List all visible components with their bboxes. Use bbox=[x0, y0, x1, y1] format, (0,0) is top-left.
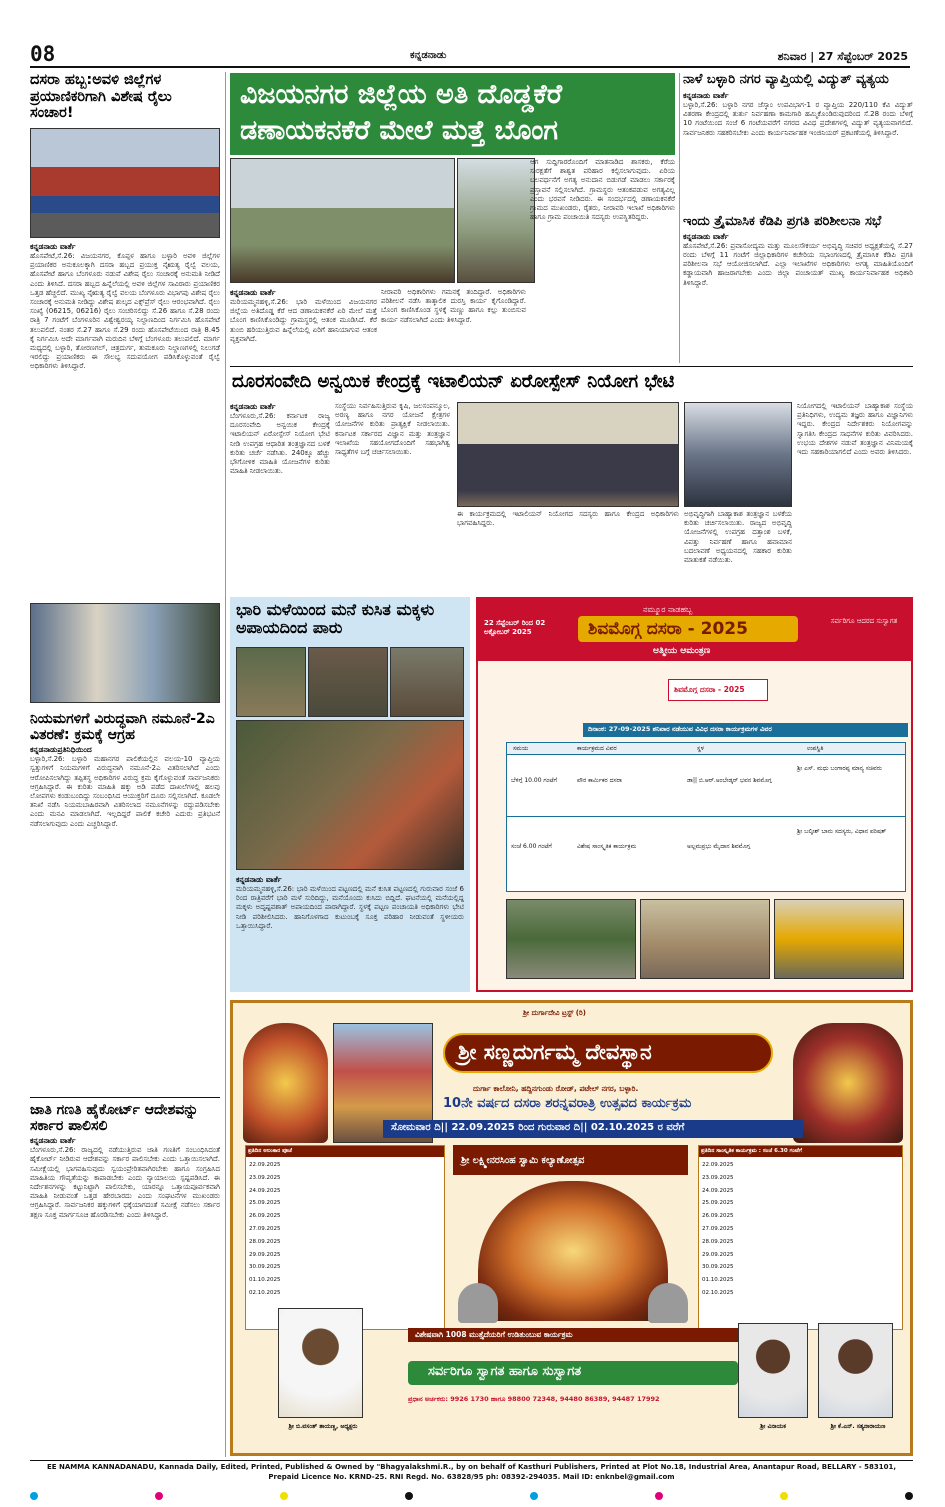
schedule-date: 02.10.2025 bbox=[702, 1289, 734, 1296]
schedule-date: 22.09.2025 bbox=[249, 1162, 281, 1168]
schedule-date: 01.10.2025 bbox=[702, 1277, 734, 1284]
schedule-date: 25.09.2025 bbox=[702, 1200, 734, 1207]
schedule-date: 27.09.2025 bbox=[702, 1225, 734, 1232]
schedule-date: 01.10.2025 bbox=[249, 1277, 281, 1284]
registration-dot bbox=[155, 1492, 163, 1500]
issue-date: ಶನಿವಾರ | 27 ಸೆಪ್ಟೆಂಬರ್ 2025 bbox=[777, 50, 908, 63]
rain-story-text bbox=[236, 875, 464, 985]
table-cell: ವಿಶೇಷ ಸಾಂಸ್ಕೃತಿಕ ಕಾರ್ಯಕ್ರಮ bbox=[577, 843, 637, 850]
story-body: ಮರಿಯಮ್ಮನಹಳ್ಳಿ,ಸೆ.26: ಭಾರಿ ಮಳೆಯಿಂದ ಪಟ್ಟಣದಲ್ಲಿ ಮನೆ ಕುಸಿತ ಪಟ್ಟಣದಲ್ಲಿ ಗುರುವಾರ ಸಂಜೆ 6 ರಿಂದ ರಾತ್ರಿವರೆಗೆ ಭಾರಿ ಮಳೆ ಸುರಿದಿದ್ದು, ಮನೆಯೊಂದು ಕುಸಿದು ಬಿದ್ದಿದೆ. ಘಟನೆಯಲ್ಲಿ ಮನೆಯಲ್ಲಿದ್ದ ಮಕ್ಕಳು ಅದೃಷ್ಟವಶಾತ್ ಅಪಾಯದಿಂದ ಪಾರಾಗಿದ್ದಾರೆ. ಸ್ಥಳಕ್ಕೆ ಪಟ್ಟಣ ಪಂಚಾಯತಿ ಅಧಿಕಾರಿಗಳು ಭೇಟಿ ನೀಡಿ ಪರಿಶೀಲಿಸಿದರು. ಹಾನಿಗೊಳಗಾದ ಕುಟುಂಬಕ್ಕೆ ಸೂಕ್ತ ಪರಿಹಾರ ನೀಡುವಂತೆ ಸ್ಥಳೀಯರು ಒತ್ತಾಯಿಸಿದ್ದಾರೆ. bbox=[236, 885, 464, 930]
table-col-header: ಉಪಸ್ಥಿತಿ bbox=[807, 745, 824, 752]
header-rule bbox=[30, 66, 910, 68]
ad-kicker: ನಮ್ಮೂರ ನಾಡಹಬ್ಬ bbox=[643, 605, 693, 614]
table-cell: ಶ್ರೀ ಎಸ್. ಮಧು ಬಂಗಾರಪ್ಪ ಮಾನ್ಯ ಸಚಿವರು bbox=[797, 765, 882, 772]
story-headline: ಜಾತಿ ಗಣತಿ ಹೈಕೋರ್ಟ್ ಆದೇಶವನ್ನು ಸರ್ಕಾರ ಪಾಲಿಸಲಿ bbox=[30, 1102, 199, 1135]
person-photo-left bbox=[278, 1308, 363, 1418]
schedule-date: 24.09.2025 bbox=[249, 1187, 281, 1194]
event-dates: ಸೋಮವಾರ ದಿ|| 22.09.2025 ರಿಂದ ಗುರುವಾರ ದಿ|| 02.10.2025 ರ ವರೆಗೆ bbox=[391, 1122, 685, 1133]
table-cell: ಶ್ರೀ ಬಲ್ಕೀಶ್ ಬಾನು ಸದಸ್ಯರು, ವಿಧಾನ ಪರಿಷತ್ bbox=[797, 828, 887, 835]
table-cell: ಪೌರ ಕಾರ್ಮಿಕರ ದಸರಾ bbox=[577, 777, 622, 784]
center-program-title: ಶ್ರೀ ಲಕ್ಷ್ಮೀನರಸಿಂಹ ಸ್ವಾಮಿ ಕಲ್ಯಾಣೋತ್ಸವ bbox=[461, 1155, 585, 1166]
story-byline: ಕನ್ನಡನಾಡು ವಾರ್ತೆ bbox=[683, 90, 729, 100]
deity-image-right bbox=[793, 1023, 903, 1143]
person-photo-right bbox=[818, 1323, 893, 1418]
footer-rule bbox=[30, 1460, 913, 1461]
schedule-date: 28.09.2025 bbox=[702, 1238, 734, 1245]
deity-image-left bbox=[243, 1023, 328, 1143]
ad-date-range: 22 ಸೆಪ್ಟೆಂಬರ್ ರಿಂದ 02 ಅಕ್ಟೋಬರ್ 2025 bbox=[484, 619, 546, 636]
contact-line: ಪ್ರಧಾನ ಅರ್ಚಕರು: 9926 1730 ಹಾಗೂ 98800 72348, 94480 86389, 94487 17992 bbox=[408, 1395, 660, 1403]
story-body: ಬಳ್ಳಾರಿ,ಸೆ.26: ಬಳ್ಳಾರಿ ಮಹಾನಗರ ಪಾಲಿಕೆಯಲ್ಲಿನ ವಲಯ-10 ವ್ಯಾಪ್ತಿಯ ಸ್ವತ್ತುಗಳಿಗೆ ನಿಯಮಗಳಿಗೆ ವಿರುದ್ಧವಾಗಿ ನಮೂನೆ-2ಎ ವಿತರಿಸಲಾಗಿದೆ ಎಂದು ಆರೋಪಿಸಲಾಗಿದ್ದು ತಪ್ಪಿತಸ್ಥ ಅಧಿಕಾರಿಗಳ ವಿರುದ್ಧ ಕ್ರಮ ಕೈಗೊಳ್ಳುವಂತೆ ಸಾರ್ವಜನಿಕರು ಆಗ್ರಹಿಸಿದ್ದಾರೆ. ಈ ಕುರಿತು ಮಾಹಿತಿ ಹಕ್ಕು ಅಡಿ ಪಡೆದ ದಾಖಲೆಗಳಲ್ಲಿ ಹಲವು ಲೋಪಗಳು ಕಂಡುಬಂದಿದ್ದು ಸಂಬಂಧಿಸಿದ ಆಯುಕ್ತರಿಗೆ ದೂರು ಸಲ್ಲಿಸಲಾಗಿದೆ. ಕೂಡಲೇ ತನಿಖೆ ನಡೆಸಿ ನಿಯಮಬಾಹಿರವಾಗಿ ವಿತರಿಸಲಾದ ನಮೂನೆಗಳನ್ನು ರದ್ದುಪಡಿಸಬೇಕು ಎಂದು ಮನವಿ ಮಾಡಲಾಗಿದೆ. ಇಲ್ಲದಿದ್ದರೆ ಪಾಲಿಕೆ ಕಚೇರಿ ಎದುರು ಪ್ರತಿಭಟನೆ ನಡೆಸಲಾಗುವುದು ಎಂದು ಎಚ್ಚರಿಸಿದ್ದಾರೆ. bbox=[30, 755, 220, 828]
dasara-ad bbox=[476, 597, 913, 992]
schedule-header: ಪ್ರತಿದಿನ ಸಾಂಸ್ಕೃತಿಕ ಕಾರ್ಯಕ್ರಮ : ಸಂಜೆ 6.30 ಗಂಟೆಗೆ bbox=[699, 1146, 902, 1157]
schedule-date: 30.09.2025 bbox=[249, 1264, 281, 1271]
ad-subtitle: ಆತ್ಮೀಯ ಆಮಂತ್ರಣ bbox=[653, 646, 711, 656]
story-byline: ಕನ್ನಡನಾಡು ವಾರ್ತೆ bbox=[683, 231, 729, 241]
section-rule bbox=[230, 366, 913, 367]
photo-caption: ಈ ಕಾರ್ಯಕ್ರಮದಲ್ಲಿ ಇಟಾಲಿಯನ್ ನಿಯೋಗದ ಸದಸ್ಯರು ಹಾಗೂ ಕೇಂದ್ರದ ಅಧಿಕಾರಿಗಳು ಭಾಗವಹಿಸಿದ್ದರು. bbox=[457, 510, 679, 528]
italy-headline: ದೂರಸಂವೇದಿ ಅನ್ವಯಿಕ ಕೇಂದ್ರಕ್ಕೆ ಇಟಾಲಿಯನ್ ಏರೋಸ್ಪೇಸ್ ನಿಯೋಗ ಭೇಟಿ bbox=[232, 372, 675, 392]
schedule-date: 30.09.2025 bbox=[702, 1264, 734, 1271]
schedule-rows bbox=[246, 1157, 444, 1302]
table-col-header: ಕಾರ್ಯಕ್ರಮದ ವಿವರ bbox=[577, 745, 617, 752]
story-byline: ಕನ್ನಡನಾಡು ವಾರ್ತೆ bbox=[230, 288, 276, 297]
narasimha-deity-image bbox=[478, 1181, 668, 1321]
imprint-line1: EE NAMMA KANNADANADU, Kannada Daily, Edited, Printed, Published & Owned by "Bhagyalakshmi.R., by on behalf of Kasthuri Publishers, Printed at Plot No.18, Industrial Area, Anantapur Road, BELLARY - 583101, bbox=[47, 1463, 896, 1471]
registration-dot bbox=[405, 1492, 413, 1500]
section-rule bbox=[30, 1097, 220, 1098]
elephant-left bbox=[458, 1283, 498, 1323]
collapsed-house-photo-2 bbox=[308, 647, 388, 717]
rain-story-box bbox=[230, 597, 470, 992]
story-body: ಬೆಂಗಳೂರು,ಸೆ.26: ಕರ್ನಾಟಕ ರಾಜ್ಯ ದೂರಸಂವೇದಿ ಅನ್ವಯಿಕ ಕೇಂದ್ರಕ್ಕೆ ಇಟಾಲಿಯನ್ ಏರೋಸ್ಪೇಸ್ ನಿಯೋಗ ಭೇಟಿ ನೀಡಿ ಉಪಗ್ರಹ ಆಧಾರಿತ ತಂತ್ರಜ್ಞಾನದ ಬಳಕೆ ಕುರಿತು ಚರ್ಚೆ ನಡೆಸಿತು. 240ಕ್ಕೂ ಹೆಚ್ಚು ಭೌಗೋಳಿಕ ಮಾಹಿತಿ ಯೋಜನೆಗಳ ಕುರಿತು ಮಾಹಿತಿ ನೀಡಲಾಯಿತು. bbox=[230, 412, 330, 476]
civic-workers-photo-2 bbox=[640, 899, 770, 979]
temple-title: ಶ್ರೀ ಸಣ್ಣದುರ್ಗಮ್ಮ ದೇವಸ್ಥಾನ bbox=[458, 1040, 652, 1064]
rain-headline: ಭಾರಿ ಮಳೆಯಿಂದ ಮನೆ ಕುಸಿತ ಮಕ್ಕಳು ಅಪಾಯದಿಂದ ಪಾರು bbox=[236, 600, 435, 638]
schedule-date: 26.09.2025 bbox=[702, 1213, 734, 1220]
page-number: 08 bbox=[30, 42, 56, 66]
imprint-line2: Prepaid Licence No. KRND-25. RNI Regd. No. 63828/95 ph: 08392-294035. Mail ID: enknbel@gmail.com bbox=[268, 1473, 675, 1481]
paper-name: ಕನ್ನಡನಾಡು bbox=[410, 50, 447, 61]
schedule-date: 26.09.2025 bbox=[249, 1213, 281, 1220]
registration-dot bbox=[905, 1492, 913, 1500]
collapsed-house-photo-3 bbox=[390, 647, 464, 717]
schedule-date: 02.10.2025 bbox=[249, 1289, 281, 1296]
table-cell: ಸಂಜೆ 6.00 ಗಂಟೆಗೆ bbox=[511, 843, 552, 850]
schedule-date: 24.09.2025 bbox=[702, 1187, 734, 1194]
schedule-date: 23.09.2025 bbox=[249, 1174, 281, 1181]
main-headline-band bbox=[230, 73, 675, 155]
person-name-mid: ಶ್ರೀ ವಿನಾಯಕ bbox=[760, 1423, 786, 1430]
column-rule bbox=[679, 73, 680, 363]
schedule-date: 29.09.2025 bbox=[249, 1251, 281, 1258]
memorial-photo bbox=[30, 603, 220, 703]
story-body: ಹೊಸಪೇಟೆ,ಸೆ.26: ಪ್ರವಾಸೋದ್ಯಮ ಮತ್ತು ಮೂಲಸೌಕರ್ಯ ಅಭಿವೃದ್ಧಿ ಸಚಿವರ ಅಧ್ಯಕ್ಷತೆಯಲ್ಲಿ ಸೆ.27 ರಂದು ಬೆಳಿಗ್ಗೆ 11 ಗಂಟೆಗೆ ಜಿಲ್ಲಾಧಿಕಾರಿಗಳ ಕಚೇರಿಯ ಸಭಾಂಗಣದಲ್ಲಿ ತ್ರೈಮಾಸಿಕ ಕೆಡಿಪಿ ಪ್ರಗತಿ ಪರಿಶೀಲನಾ ಸಭೆ ಆಯೋಜಿಸಲಾಗಿದೆ. ಎಲ್ಲಾ ಇಲಾಖೆಗಳ ಅಧಿಕಾರಿಗಳು ಅಗತ್ಯ ಮಾಹಿತಿಯೊಂದಿಗೆ ಕಡ್ಡಾಯವಾಗಿ ಹಾಜರಾಗಬೇಕು ಎಂದು ಜಿಲ್ಲಾ ಪಂಚಾಯತ್ ಮುಖ್ಯ ಕಾರ್ಯನಿರ್ವಾಹಕ ಅಧಿಕಾರಿ ತಿಳಿಸಿದ್ದಾರೆ. bbox=[683, 241, 913, 287]
elephant-right bbox=[648, 1283, 688, 1323]
table-col-header: ಸಮಯ bbox=[513, 745, 529, 752]
page-header bbox=[30, 40, 910, 66]
registration-dot bbox=[30, 1492, 38, 1500]
person-name-right: ಶ್ರೀ ಕೆ.ಎನ್. ಸತ್ಯನಾರಾಯಣ bbox=[830, 1423, 886, 1430]
registration-dot bbox=[780, 1492, 788, 1500]
story-byline: ಕನ್ನಡನಾಡು ವಾರ್ತೆ bbox=[236, 875, 282, 884]
story-body: ಆಗ ಸುದ್ದಿಗಾರರೊಂದಿಗೆ ಮಾತನಾಡಿದ ಶಾಸಕರು, ಕೆರೆಯ ಸುರಕ್ಷತೆಗೆ ಶಾಶ್ವತ ಪರಿಹಾರ ಕಲ್ಪಿಸಲಾಗುವುದು. ಏರಿಯ ಬಲವರ್ಧನೆಗೆ ಅಗತ್ಯ ಅನುದಾನ ಬಿಡುಗಡೆ ಮಾಡಲು ಸರ್ಕಾರಕ್ಕೆ ಪ್ರಸ್ತಾವನೆ ಸಲ್ಲಿಸಲಾಗಿದೆ. ಗ್ರಾಮಸ್ಥರು ಆತಂಕಪಡುವ ಅಗತ್ಯವಿಲ್ಲ ಎಂದು ಭರವಸೆ ನೀಡಿದರು. ಈ ಸಂದರ್ಭದಲ್ಲಿ ಡಣಾಯಕನಕೆರೆ ಗ್ರಾಮದ ಮುಖಂಡರು, ರೈತರು, ನೀರಾವರಿ ಇಲಾಖೆ ಅಧಿಕಾರಿಗಳು ಹಾಗೂ ಗ್ರಾಮ ಪಂಚಾಯಿತಿ ಸದಸ್ಯರು ಉಪಸ್ಥಿತರಿದ್ದರು. bbox=[530, 158, 675, 222]
registration-dot bbox=[655, 1492, 663, 1500]
table-header bbox=[507, 743, 905, 755]
column-rule bbox=[225, 72, 226, 1457]
story-body: ಸಂಸ್ಥೆಯು ನಿರ್ವಹಿಸುತ್ತಿರುವ ಕೃಷಿ, ಜಲಸಂಪನ್ಮೂಲ, ಅರಣ್ಯ ಹಾಗೂ ನಗರ ಯೋಜನೆ ಕ್ಷೇತ್ರಗಳ ಯೋಜನೆಗಳ ಕುರಿತು ಪ್ರಾತ್ಯಕ್ಷಿಕೆ ನೀಡಲಾಯಿತು. ಕರ್ನಾಟಕ ಸರ್ಕಾರದ ವಿಜ್ಞಾನ ಮತ್ತು ತಂತ್ರಜ್ಞಾನ ಇಲಾಖೆಯ ಸಹಯೋಗದೊಂದಿಗೆ ಸಹಭಾಗಿತ್ವ ಸಾಧ್ಯತೆಗಳ ಬಗ್ಗೆ ಚರ್ಚಿಸಲಾಯಿತು. bbox=[335, 402, 450, 457]
story-body: ಬಳ್ಳಾರಿ,ಸೆ.26: ಬಳ್ಳಾರಿ ನಗರ ಜೆಸ್ಕಾಂ ಉಪವಿಭಾಗ-1 ರ ವ್ಯಾಪ್ತಿಯ 220/110 ಕೆವಿ ವಿದ್ಯುತ್ ವಿತರಣಾ ಕೇಂದ್ರದಲ್ಲಿ ತುರ್ತು ನಿರ್ವಹಣಾ ಕಾಮಗಾರಿ ಹಮ್ಮಿಕೊಂಡಿರುವುದರಿಂದ ಸೆ.28 ರಂದು ಬೆಳಿಗ್ಗೆ 10 ಗಂಟೆಯಿಂದ ಸಂಜೆ 6 ಗಂಟೆಯವರೆಗೆ ನಗರದ ವಿವಿಧ ಪ್ರದೇಶಗಳಲ್ಲಿ ವಿದ್ಯುತ್ ವ್ಯತ್ಯಯವಾಗಲಿದೆ. ಸಾರ್ವಜನಿಕರು ಸಹಕರಿಸಬೇಕು ಎಂದು ಕಾರ್ಯನಿರ್ವಾಹಕ ಇಂಜಿನಿಯರ್ ಪ್ರಕಟಣೆಯಲ್ಲಿ ತಿಳಿಸಿದ್ದಾರೆ. bbox=[683, 100, 913, 137]
registration-dot bbox=[280, 1492, 288, 1500]
table-cell: ಡಾ|| ಬಿ.ಆರ್.ಅಂಬೇಡ್ಕರ್ ಭವನ ಶಿವಮೊಗ್ಗ bbox=[687, 777, 772, 784]
civic-workers-photo-3 bbox=[774, 899, 904, 979]
story-byline: ಕನ್ನಡನಾಡುಪ್ರತಿನಿಧಿಯಿಂದ bbox=[30, 745, 92, 755]
left-schedule bbox=[245, 1145, 445, 1330]
main-headline-line1: ವಿಜಯನಗರ ಜಿಲ್ಲೆಯ ಅತಿ ದೊಡ್ಡಕೆರೆ bbox=[240, 79, 563, 110]
table-cell: ಬೆಳಿಗ್ಗೆ 10.00 ಗಂಟೆಗೆ bbox=[511, 777, 557, 784]
temple-address: ದುರ್ಗಾ ಕಾಲೋನಿ, ಹದ್ದಿನಗುಂಡು ರೋಡ್, ಪಟೇಲ್ ನಗರ, ಬಳ್ಳಾರಿ. bbox=[473, 1084, 639, 1093]
registration-dot bbox=[530, 1492, 538, 1500]
story-body: ಬೆಂಗಳೂರು,ಸೆ.26: ರಾಜ್ಯದಲ್ಲಿ ನಡೆಯುತ್ತಿರುವ ಜಾತಿ ಗಣತಿಗೆ ಸಂಬಂಧಿಸಿದಂತೆ ಹೈಕೋರ್ಟ್ ನೀಡಿರುವ ಆದೇಶವನ್ನು ಸರ್ಕಾರ ಪಾಲಿಸಬೇಕು ಎಂದು ಒತ್ತಾಯಿಸಲಾಗಿದೆ. ಸಮೀಕ್ಷೆಯಲ್ಲಿ ಭಾಗವಹಿಸುವುದು ಸ್ವಯಂಪ್ರೇರಿತವಾಗಿರಬೇಕು ಹಾಗೂ ಸಂಗ್ರಹಿಸಿದ ಮಾಹಿತಿಯ ಗೌಪ್ಯತೆಯನ್ನು ಕಾಪಾಡಬೇಕು ಎಂದು ನ್ಯಾಯಾಲಯ ಸ್ಪಷ್ಟಪಡಿಸಿದೆ. ಈ ನಿರ್ದೇಶನಗಳನ್ನು ಕಟ್ಟುನಿಟ್ಟಾಗಿ ಪಾಲಿಸಬೇಕು, ಯಾರನ್ನೂ ಒತ್ತಾಯಪೂರ್ವಕವಾಗಿ ಮಾಹಿತಿ ನೀಡುವಂತೆ ಒತ್ತಡ ಹೇರಬಾರದು ಎಂದು ಸಂಘಟನೆಗಳ ಮುಖಂಡರು ಆಗ್ರಹಿಸಿದ್ದಾರೆ. ಸಾರ್ವಜನಿಕರ ಹಕ್ಕುಗಳಿಗೆ ಧಕ್ಕೆಯಾಗದಂತೆ ಸಮೀಕ್ಷೆ ನಡೆಸಲು ಸರ್ಕಾರ ತಕ್ಷಣ ಸೂಕ್ತ ಮಾರ್ಗಸೂಚಿ ಹೊರಡಿಸಬೇಕು ಎಂದು ತಿಳಿಸಿದ್ದಾರೆ. bbox=[30, 1146, 220, 1219]
special-program: ವಿಶೇಷವಾಗಿ 1008 ಮುತ್ತೈದೆಯರಿಗೆ ಉಡಿತುಂಬುವ ಕಾರ್ಯಕ್ರಮ bbox=[415, 1330, 573, 1339]
table-cell: ಅಲ್ಲಮಪ್ರಭು ಮೈದಾನ ಶಿವಮೊಗ್ಗ bbox=[687, 843, 751, 850]
schedule-date: 29.09.2025 bbox=[702, 1251, 734, 1258]
schedule-date: 22.09.2025 bbox=[702, 1162, 734, 1168]
trust-name: ಶ್ರೀ ದುರ್ಗಾದೇವಿ ಟ್ರಸ್ಟ್ (ರಿ) bbox=[523, 1009, 586, 1017]
lake-inspection-photo bbox=[230, 158, 455, 283]
story-byline: ಕನ್ನಡನಾಡು ವಾರ್ತೆ bbox=[30, 1136, 76, 1146]
temple-ad bbox=[230, 1000, 913, 1456]
schedule-date: 28.09.2025 bbox=[249, 1238, 281, 1245]
story-body: ನಿಯೋಗದಲ್ಲಿ ಇಟಾಲಿಯನ್ ಬಾಹ್ಯಾಕಾಶ ಸಂಸ್ಥೆಯ ಪ್ರತಿನಿಧಿಗಳು, ಉದ್ಯಮ ತಜ್ಞರು ಹಾಗೂ ವಿಜ್ಞಾನಿಗಳು ಇದ್ದರು. ಕೇಂದ್ರದ ನಿರ್ದೇಶಕರು ನಿಯೋಗವನ್ನು ಸ್ವಾಗತಿಸಿ ಕೇಂದ್ರದ ಸಾಧನೆಗಳ ಕುರಿತು ವಿವರಿಸಿದರು. ಉಭಯ ದೇಶಗಳ ನಡುವೆ ತಂತ್ರಜ್ಞಾನ ವಿನಿಮಯಕ್ಕೆ ಇದು ಸಹಕಾರಿಯಾಗಲಿದೆ ಎಂದು ಅವರು ತಿಳಿಸಿದರು. bbox=[797, 402, 913, 457]
story-body: ನೀರಾವರಿ ಅಧಿಕಾರಿಗಳು ಗಮನಕ್ಕೆ ತಂದಿದ್ದಾರೆ. ಅಧಿಕಾರಿಗಳು ಪರಿಶೀಲನೆ ನಡೆಸಿ ತಾತ್ಕಾಲಿಕ ದುರಸ್ತಿ ಕಾರ್ಯ ಕೈಗೊಂಡಿದ್ದಾರೆ. ಬೊಂಗ ಕಾಣಿಸಿಕೊಂಡ ಸ್ಥಳಕ್ಕೆ ಮಣ್ಣು ಹಾಗೂ ಕಲ್ಲು ತುಂಬಿಸುವ ಕಾರ್ಯ ನಡೆಸಲಾಗಿದೆ ಎಂದು ತಿಳಿಸಿದ್ದಾರೆ. bbox=[381, 288, 526, 324]
story-headline: ನಿಯಮಗಳಿಗೆ ವಿರುದ್ಧವಾಗಿ ನಮೂನೆ-2ಎ ವಿತರಣೆ: ಕ್ರಮಕ್ಕೆ ಆಗ್ರಹ bbox=[30, 711, 215, 744]
train-photo bbox=[30, 128, 220, 238]
schedule-date: 27.09.2025 bbox=[249, 1225, 281, 1232]
main-headline-line2: ಡಣಾಯಕನಕೆರೆ ಮೇಲೆ ಮತ್ತೆ ಬೊಂಗ bbox=[240, 115, 558, 146]
right-top-column bbox=[683, 73, 913, 363]
event-title: 10ನೇ ವರ್ಷದ ದಸರಾ ಶರನ್ನವರಾತ್ರಿ ಉತ್ಸವದ ಕಾರ್ಯಕ್ರಮ bbox=[443, 1096, 692, 1111]
story-body: ಅಭಿವೃದ್ಧಿಗಾಗಿ ಬಾಹ್ಯಾಕಾಶ ತಂತ್ರಜ್ಞಾನ ಬಳಕೆಯ ಕುರಿತು ಚರ್ಚಿಸಲಾಯಿತು. ರಾಜ್ಯದ ಅಭಿವೃದ್ಧಿ ಯೋಜನೆಗಳಲ್ಲಿ ಉಪಗ್ರಹ ದತ್ತಾಂಶ ಬಳಕೆ, ವಿಪತ್ತು ನಿರ್ವಹಣೆ ಹಾಗೂ ಹವಾಮಾನ ಬದಲಾವಣೆ ಅಧ್ಯಯನದಲ್ಲಿ ಸಹಕಾರ ಕುರಿತು ಮಾತುಕತೆ ನಡೆಯಿತು. bbox=[684, 510, 792, 565]
civic-workers-photo-1 bbox=[506, 899, 636, 979]
main-story-text bbox=[230, 288, 377, 358]
person-photo-mid bbox=[738, 1323, 808, 1418]
table-row bbox=[507, 818, 905, 890]
ad-inner-title: ಶಿವಮೊಗ್ಗ ದಸರಾ - 2025 bbox=[674, 685, 745, 694]
story-body: ಹೊಸಪೇಟೆ,ಸೆ.26: ವಿಜಯನಗರ, ಕೊಪ್ಪಳ ಹಾಗೂ ಬಳ್ಳಾರಿ ಅವಳಿ ಜಿಲ್ಲೆಗಳ ಪ್ರಯಾಣಿಕರ ಅನುಕೂಲಕ್ಕಾಗಿ ದಸರಾ ಹಬ್ಬದ ಪ್ರಯುಕ್ತ ನೈಋತ್ಯ ರೈಲ್ವೆ ವಲಯ, ಹೊಸಪೇಟೆ ಹಾಗೂ ಬೆಂಗಳೂರು ನಡುವೆ ವಿಶೇಷ ರೈಲು ಸಂಚಾರಕ್ಕೆ ಅನುಮತಿ ನೀಡಿದೆ ಎಂದು ತಿಳಿಸಿದೆ. ದಸರಾ ಹಬ್ಬದ ಹಿನ್ನೆಲೆಯಲ್ಲಿ ಅವಳಿ ಜಿಲ್ಲೆಗಳ ಸಾವಿರಾರು ಪ್ರಯಾಣಿಕರ ಒತ್ತಡ ಹೆಚ್ಚಲಿದೆ. ಮುಖ್ಯ ನೈಋತ್ಯ ರೈಲ್ವೆ ವಲಯ ಬೆಂಗಳೂರು ವಿಭಾಗವು ವಿಶೇಷ ರೈಲು ಸಂಚಾರಕ್ಕೆ ಅನುಮತಿ ನೀಡಿದ್ದು ವಿಶೇಷ ಶುಲ್ಕದ ಎಕ್ಸ್‌ಪ್ರೆಸ್ ರೈಲು ಆರಂಭವಾಗಿದೆ. ರೈಲು ಸಂಖ್ಯೆ (06215, 06216) ರೈಲು ಸಂಚರಿಸಲಿದ್ದು ಸೆ.26 ಹಾಗೂ ಸೆ.28 ರಂದು ರಾತ್ರಿ 7 ಗಂಟೆಗೆ ಬೆಂಗಳೂರಿನ ವಿಶ್ವೇಶ್ವರಯ್ಯ ನಿಲ್ದಾಣದಿಂದ ನಿರ್ಗಮಿಸಿ ಹೊಸಪೇಟೆ ತಲುಪಲಿದೆ. ನಂತರ ಸೆ.27 ಹಾಗೂ ಸೆ.29 ರಂದು ಹೊಸಪೇಟೆಯಿಂದ ರಾತ್ರಿ 8.45 ಕ್ಕೆ ನಿರ್ಗಮಿಸಿ ಅದೇ ಮಾರ್ಗವಾಗಿ ಮರುದಿನ ಬೆಳಿಗ್ಗೆ ಬೆಂಗಳೂರು ತಲುಪಲಿದೆ. ಮಾರ್ಗ ಮಧ್ಯದಲ್ಲಿ ಬಳ್ಳಾರಿ, ತೋರಣಗಲ್, ಚಿತ್ರದುರ್ಗ, ತುಮಕೂರು ನಿಲ್ದಾಣಗಳಲ್ಲಿ ನಿಲುಗಡೆ ಇರಲಿದ್ದು ಪ್ರಯಾಣಿಕರು ಈ ಸೌಲಭ್ಯ ಸದುಪಯೋಗ ಪಡಿಸಿಕೊಳ್ಳುವಂತೆ ರೈಲ್ವೆ ಅಧಿಕಾರಿಗಳು ತಿಳಿಸಿದ್ದಾರೆ. bbox=[30, 252, 220, 371]
table-col-header: ಸ್ಥಳ bbox=[697, 745, 705, 752]
welcome-text: ಸರ್ವರಿಗೂ ಸ್ವಾಗತ ಹಾಗೂ ಸುಸ್ವಾಗತ bbox=[428, 1364, 582, 1379]
ad-date-line: ದಿನಾಂಕ: 27-09-2025 ಶನಿವಾರ ನಡೆಯುವ ವಿವಿಧ ದಸರಾ ಕಾರ್ಯಕ್ರಮಗಳ ವಿವರ bbox=[588, 725, 772, 733]
ad-title: ಶಿವಮೊಗ್ಗ ದಸರಾ - 2025 bbox=[588, 619, 748, 639]
italy-col1 bbox=[230, 402, 330, 595]
table-row bbox=[507, 757, 905, 817]
story-byline: ಕನ್ನಡನಾಡು ವಾರ್ತೆ bbox=[30, 242, 76, 252]
officials-photo bbox=[457, 158, 535, 283]
right-schedule bbox=[698, 1145, 903, 1330]
story-headline: ನಾಳೆ ಬಳ್ಳಾರಿ ನಗರ ವ್ಯಾಪ್ತಿಯಲ್ಲಿ ವಿದ್ಯುತ್ ವ್ಯತ್ಯಯ bbox=[683, 72, 889, 87]
presentation-photo bbox=[684, 402, 792, 507]
schedule-date: 25.09.2025 bbox=[249, 1200, 281, 1207]
ad-welcome: ಸರ್ವರಿಗೂ ಆದರದ ಸುಸ್ವಾಗತ bbox=[830, 617, 898, 625]
left-column bbox=[30, 72, 220, 1462]
schedule-header: ಪ್ರತಿದಿನ ಅಲಂಕಾರ ಪೂಜೆ bbox=[246, 1146, 444, 1157]
person-name-left: ಶ್ರೀ ಬಿ.ವಸಂತ್ ತಾಯಣ್ಣ, ಅಧ್ಯಕ್ಷರು bbox=[288, 1423, 358, 1430]
schedule-table bbox=[506, 742, 906, 892]
collapsed-house-photo-1 bbox=[236, 647, 306, 717]
collapsed-house-photo-4 bbox=[236, 720, 464, 870]
schedule-rows bbox=[699, 1157, 902, 1302]
registration-marks bbox=[30, 1492, 913, 1502]
story-byline: ಕನ್ನಡನಾಡು ವಾರ್ತೆ bbox=[230, 402, 276, 411]
schedule-date: 23.09.2025 bbox=[702, 1174, 734, 1181]
story-body: ಮರಿಯಮ್ಮನಹಳ್ಳಿ,ಸೆ.26: ಭಾರಿ ಮಳೆಯಿಂದ ವಿಜಯನಗರ ಜಿಲ್ಲೆಯ ಅತಿದೊಡ್ಡ ಕೆರೆ ಆದ ಡಣಾಯಕನಕೆರೆ ಏರಿ ಮೇಲೆ ಮತ್ತೆ ಬೊಂಗ ಕಾಣಿಸಿಕೊಂಡಿದ್ದು ಗ್ರಾಮಸ್ಥರಲ್ಲಿ ಆತಂಕ ಮೂಡಿಸಿದೆ. ಕೆರೆ ತುಂಬಿ ಹರಿಯುತ್ತಿರುವ ಹಿನ್ನೆಲೆಯಲ್ಲಿ ಏರಿಗೆ ಹಾನಿಯಾಗುವ ಆತಂಕ ವ್ಯಕ್ತವಾಗಿದೆ. bbox=[230, 298, 377, 343]
story-headline: ದಸರಾ ಹಬ್ಬ:ಅವಳಿ ಜಿಲ್ಲೆಗಳ ಪ್ರಯಾಣಿಕರಿಗಾಗಿ ವಿಶೇಷ ರೈಲು ಸಂಚಾರ! bbox=[30, 72, 172, 122]
story-headline: ಇಂದು ತ್ರೈಮಾಸಿಕ ಕೆಡಿಪಿ ಪ್ರಗತಿ ಪರಿಶೀಲನಾ ಸಭೆ bbox=[683, 213, 882, 229]
delegation-group-photo bbox=[457, 402, 679, 507]
